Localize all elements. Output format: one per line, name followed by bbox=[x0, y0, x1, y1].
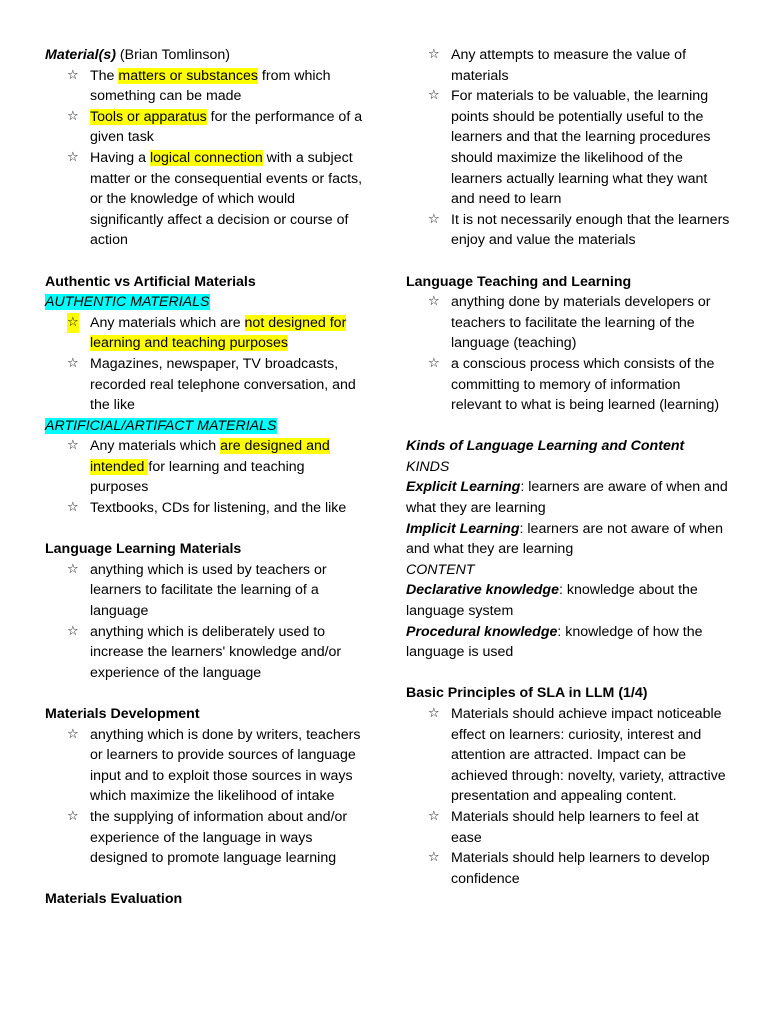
artificial-label: ARTIFICIAL/ARTIFACT MATERIALS bbox=[45, 417, 277, 434]
list-item: ☆ Magazines, newspaper, TV broadcasts, recorded real telephone conversation, and the like bbox=[67, 355, 356, 414]
highlight: are designed and intended bbox=[90, 438, 330, 475]
star-outline-icon: ☆ bbox=[67, 149, 79, 165]
list-item: ☆ Textbooks, CDs for listening, and the like bbox=[45, 498, 365, 519]
language-learning-materials-list bbox=[45, 560, 365, 684]
list-item: ☆ Having a logical connection with a subject matter or the consequential events or facts, or the knowledge of which would significantly affect a decision or course of action bbox=[67, 149, 363, 249]
highlight: not designed for learning and teaching purposes bbox=[90, 314, 347, 352]
language-teaching-learning-list bbox=[406, 292, 731, 416]
list-item: ☆ Materials should achieve impact noticeable effect on learners: curiosity, interest and attention are attracted. Impact can be achieved through: novelty, variety, attractive presentation and appealing content. bbox=[428, 706, 726, 805]
list-item: ☆ anything which is used by teachers or learners to facilitate the learning of a language bbox=[67, 561, 327, 620]
materials-author: (Brian Tomlinson) bbox=[115, 47, 231, 63]
star-outline-icon: ☆ bbox=[428, 706, 440, 721]
explicit-learning-definition: Explicit Learning: learners are aware of when and what they are learning bbox=[406, 479, 728, 517]
star-outline-icon: ☆ bbox=[67, 561, 79, 577]
right-column bbox=[406, 45, 731, 889]
basic-principles-list bbox=[406, 704, 731, 889]
left-column bbox=[45, 45, 365, 910]
highlight: matters or substances bbox=[118, 67, 258, 84]
star-outline-icon: ☆ bbox=[67, 108, 79, 124]
list-item: ☆ Tools or apparatus for the performance of a given task bbox=[67, 108, 363, 146]
star-outline-icon: ☆ bbox=[428, 850, 440, 866]
list-item: ☆ anything done by materials developers or teachers to facilitate the learning of the language (teaching) bbox=[428, 294, 711, 352]
list-item: ☆ Materials should help learners to develop confidence bbox=[428, 850, 710, 887]
star-outline-icon: ☆ bbox=[428, 211, 440, 227]
star-outline-icon: ☆ bbox=[67, 726, 79, 742]
kinds-heading: Kinds of Language Learning and Content bbox=[406, 438, 685, 455]
star-outline-icon: ☆ bbox=[67, 438, 79, 454]
list-item: ☆ a conscious process which consists of the committing to memory of information relevant to what is being learned (learning) bbox=[428, 355, 720, 414]
materials-evaluation-heading: Materials Evaluation bbox=[45, 891, 183, 908]
basic-principles-heading: Basic Principles of SLA in LLM (1/4) bbox=[406, 685, 648, 702]
materials-list bbox=[45, 66, 365, 251]
list-item: ☆ the supplying of information about and/or experience of the language in ways designed to promote language learning bbox=[67, 808, 348, 867]
language-teaching-learning-heading: Language Teaching and Learning bbox=[406, 273, 632, 290]
list-item: ☆ Any attempts to measure the value of materials bbox=[428, 47, 687, 84]
list-item: ☆ The matters or substances from which something can be made bbox=[67, 67, 331, 105]
artificial-list bbox=[45, 436, 365, 518]
highlight: Tools or apparatus bbox=[90, 108, 207, 125]
materials-title: Material(s) bbox=[45, 47, 116, 63]
list-item: ☆ anything which is deliberately used to increase the learners' knowledge and/or experience of the language bbox=[67, 623, 342, 681]
authentic-list bbox=[45, 313, 365, 416]
list-item: ☆ Materials should help learners to feel at ease bbox=[428, 808, 699, 846]
list-item: ☆ Any materials which are not designed for learning and teaching purposes bbox=[67, 314, 347, 352]
kinds-label: KINDS bbox=[406, 458, 450, 475]
star-outline-icon: ☆ bbox=[67, 67, 79, 83]
list-item: ☆ For materials to be valuable, the learning points should be potentially useful to the learners and that the learning procedures should maximize the likelihood of the learners actually learning what they want and need to learn bbox=[428, 88, 711, 208]
star-outline-icon: ☆ bbox=[428, 88, 440, 104]
list-item: ☆ It is not necessarily enough that the learners enjoy and value the materials bbox=[428, 211, 730, 249]
list-item: ☆ Any materials which are designed and intended for learning and teaching purposes bbox=[67, 438, 330, 496]
star-outline-icon: ☆ bbox=[67, 355, 79, 371]
star-outline-icon: ☆ bbox=[67, 623, 79, 639]
star-outline-icon: ☆ bbox=[428, 47, 440, 62]
star-outline-icon: ☆ bbox=[428, 294, 440, 310]
declarative-knowledge-definition: Declarative knowledge: knowledge about the language system bbox=[406, 582, 698, 620]
star-outline-icon: ☆ bbox=[428, 808, 440, 824]
procedural-knowledge-definition: Procedural knowledge: knowledge of how the language is used bbox=[406, 623, 703, 661]
language-learning-materials-heading: Language Learning Materials bbox=[45, 541, 242, 558]
authentic-artificial-heading: Authentic vs Artificial Materials bbox=[45, 273, 256, 290]
materials-development-heading: Materials Development bbox=[45, 706, 200, 722]
star-outline-icon: ☆ bbox=[67, 500, 79, 516]
star-outline-icon: ☆ bbox=[67, 313, 79, 334]
star-outline-icon: ☆ bbox=[67, 808, 79, 824]
list-item: ☆ anything which is done by writers, teachers or learners to provide sources of language input and to exploit those sources in ways which maximize the likelihood of intake bbox=[67, 726, 361, 805]
materials-evaluation-list bbox=[406, 45, 731, 251]
materials-development-list bbox=[45, 725, 365, 869]
materials-heading bbox=[45, 45, 365, 66]
highlight: logical connection bbox=[149, 149, 263, 166]
star-outline-icon: ☆ bbox=[428, 355, 440, 371]
content-label: CONTENT bbox=[406, 561, 475, 578]
authentic-label: AUTHENTIC MATERIALS bbox=[45, 294, 210, 311]
implicit-learning-definition: Implicit Learning: learners are not aware of when and what they are learning bbox=[406, 520, 723, 558]
